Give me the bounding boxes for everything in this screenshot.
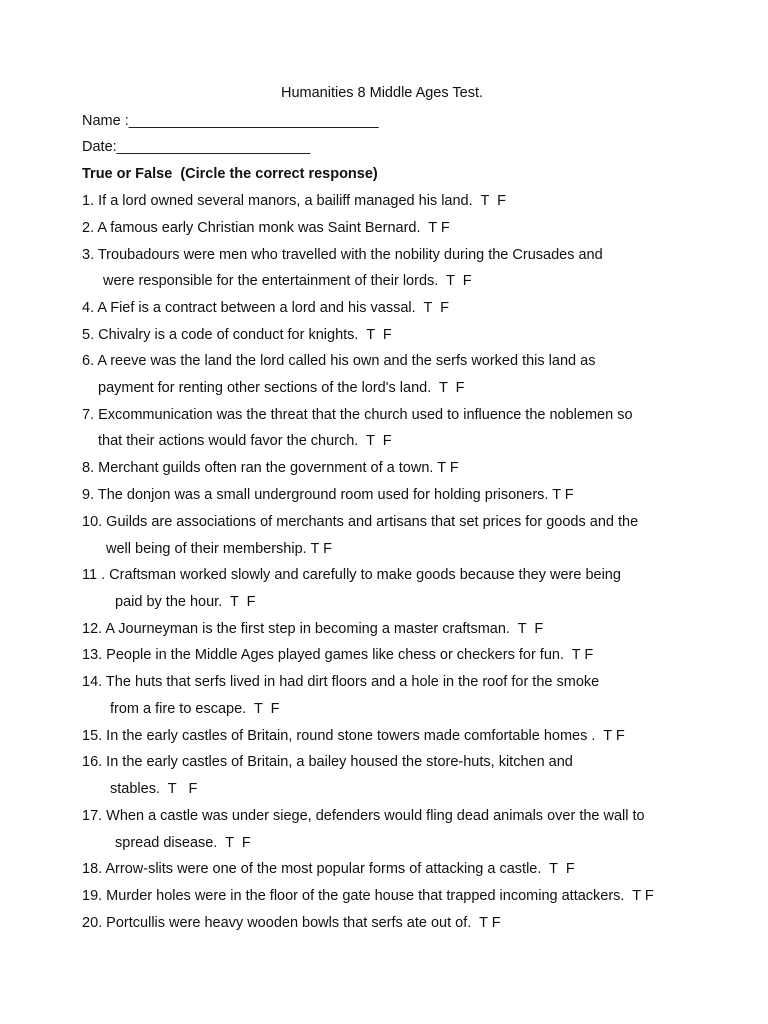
- question-11-continuation: paid by the hour. T F: [115, 594, 256, 610]
- question-16: 16. In the early castles of Britain, a bailey housed the store-huts, kitchen and: [82, 754, 573, 770]
- page-title: Humanities 8 Middle Ages Test.: [280, 85, 484, 101]
- question-2: 2. A famous early Christian monk was Saint Bernard. T F: [82, 220, 450, 236]
- question-12: 12. A Journeyman is the first step in becoming a master craftsman. T F: [82, 621, 544, 637]
- question-8: 8. Merchant guilds often ran the government of a town. T F: [82, 460, 459, 476]
- question-18: 18. Arrow-slits were one of the most popular forms of attacking a castle. T F: [82, 861, 575, 877]
- question-9: 9. The donjon was a small underground room used for holding prisoners. T F: [82, 487, 574, 503]
- question-15: 15. In the early castles of Britain, round stone towers made comfortable homes . T F: [82, 728, 625, 744]
- name-field-line: Name :_______________________________: [82, 113, 379, 129]
- question-17: 17. When a castle was under siege, defenders would fling dead animals over the wall to: [82, 808, 645, 824]
- question-1: 1. If a lord owned several manors, a bailiff managed his land. T F: [82, 193, 506, 209]
- section-heading: True or False (Circle the correct response): [82, 166, 378, 182]
- question-11: 11 . Craftsman worked slowly and carefully to make goods because they were being: [82, 567, 621, 583]
- question-10-continuation: well being of their membership. T F: [106, 541, 332, 557]
- question-6-continuation: payment for renting other sections of the lord's land. T F: [98, 380, 465, 396]
- question-7: 7. Excommunication was the threat that the church used to influence the noblemen so: [82, 407, 633, 423]
- question-10: 10. Guilds are associations of merchants and artisans that set prices for goods and the: [82, 514, 639, 530]
- question-14-continuation: from a fire to escape. T F: [110, 701, 280, 717]
- question-16-continuation: stables. T F: [110, 781, 198, 797]
- question-19: 19. Murder holes were in the floor of the gate house that trapped incoming attackers. T F: [82, 888, 654, 904]
- question-20: 20. Portcullis were heavy wooden bowls that serfs ate out of. T F: [82, 915, 501, 931]
- question-3-continuation: were responsible for the entertainment of their lords. T F: [103, 273, 472, 289]
- date-field-line: Date:________________________: [82, 139, 311, 155]
- question-14: 14. The huts that serfs lived in had dirt floors and a hole in the roof for the smoke: [82, 674, 600, 690]
- question-17-continuation: spread disease. T F: [115, 835, 251, 851]
- question-3: 3. Troubadours were men who travelled with the nobility during the Crusades and: [82, 247, 603, 263]
- question-4: 4. A Fief is a contract between a lord and his vassal. T F: [82, 300, 449, 316]
- question-13: 13. People in the Middle Ages played games like chess or checkers for fun. T F: [82, 647, 594, 663]
- question-6: 6. A reeve was the land the lord called his own and the serfs worked this land as: [82, 353, 596, 369]
- question-5: 5. Chivalry is a code of conduct for knights. T F: [82, 327, 392, 343]
- question-7-continuation: that their actions would favor the church. T F: [98, 433, 392, 449]
